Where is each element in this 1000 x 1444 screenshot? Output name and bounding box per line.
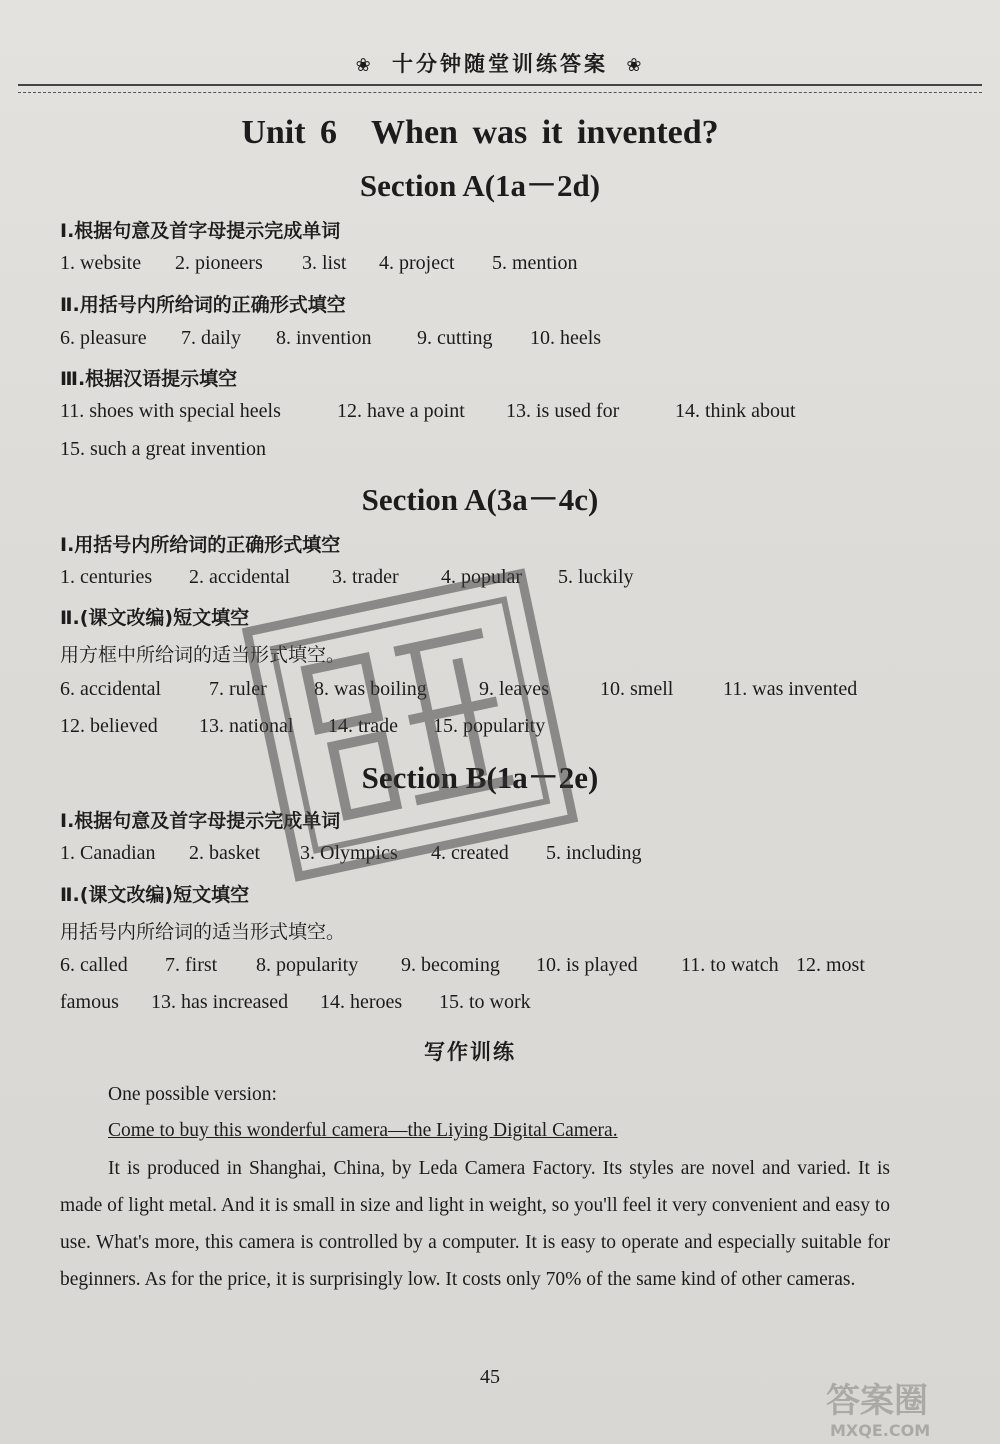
writing-lead: One possible version: (108, 1084, 277, 1105)
section-b-part2-instruction: 用括号内所给词的适当形式填空。 (60, 921, 346, 943)
answer: 12. most (796, 954, 865, 976)
answer: 2. accidental (189, 566, 291, 588)
answer: 10. is played (536, 954, 638, 976)
answer: 7. daily (181, 327, 241, 349)
answer: 11. was invented (723, 678, 858, 700)
flower-icon: ❀ (626, 55, 645, 76)
section-a1-part1-answers (60, 252, 900, 275)
answer: 1. Canadian (60, 842, 156, 864)
section-a1-part2-answers (60, 327, 900, 350)
answer: 8. was boiling (314, 678, 427, 700)
answer: 3. list (302, 252, 347, 274)
header-divider (18, 84, 982, 93)
answer: 15. popularity (433, 715, 546, 737)
answer: 4. project (379, 252, 455, 274)
section-a2-part2-instruction: 用方框中所给词的适当形式填空。 (60, 644, 346, 666)
section-b-part2-answers-cont (60, 991, 900, 1014)
answer: 11. to watch (681, 954, 779, 976)
answer: 14. think about (675, 400, 796, 422)
section-a1-part2-heading: Ⅱ.用括号内所给词的正确形式填空 (60, 294, 346, 316)
answer: 5. luckily (558, 566, 634, 588)
section-a2-part1-heading: Ⅰ.用括号内所给词的正确形式填空 (60, 534, 341, 556)
answer: 2. pioneers (175, 252, 263, 274)
seal-stamp (200, 560, 620, 890)
section-a2-part2-heading: Ⅱ.(课文改编)短文填空 (60, 607, 250, 629)
answer: 1. website (60, 252, 142, 274)
writing-body: It is produced in Shanghai, China, by Leda Camera Factory. Its styles are novel and varied. It is made of light metal. And it is small in size and light in weight, so you'll feel it very convenient and easy to use. What's more, this camera is controlled by a computer. It is easy to operate and especially suitable for beginners. As for the price, it is surprisingly low. It costs only 70% of the same kind of other cameras. (60, 1158, 890, 1290)
section-a1-part3-answers-cont (60, 438, 900, 461)
answer: 5. mention (492, 252, 578, 274)
answer: 9. becoming (401, 954, 500, 976)
page-number-text: 45 (480, 1366, 500, 1388)
watermark-site: MXQE.COM (830, 1421, 931, 1440)
answer: 14. heroes (320, 991, 403, 1013)
writing-heading: Come to buy this wonderful camera—the Liying Digital Camera. (108, 1120, 618, 1141)
answer: 15. to work (439, 991, 531, 1013)
answer: 11. shoes with special heels (60, 400, 281, 422)
answer: 9. cutting (417, 327, 493, 349)
answer: 4. popular (441, 566, 523, 588)
page-header (0, 48, 1000, 78)
answer: 13. national (199, 715, 294, 737)
unit-title: Unit 6 When was it invented? (241, 114, 719, 151)
answer: 9. leaves (479, 678, 549, 700)
answer: 13. is used for (506, 400, 620, 422)
section-a1-part3-heading: Ⅲ.根据汉语提示填空 (60, 368, 238, 390)
section-a2-title: Section A(3a－4c) (361, 482, 599, 517)
section-b-title: Section B(1a－2e) (361, 760, 599, 795)
answer: 6. called (60, 954, 128, 976)
answer: 4. created (431, 842, 509, 864)
watermark-logo (820, 1372, 990, 1442)
answer: 14. trade (328, 715, 398, 737)
answer: 7. first (165, 954, 218, 976)
section-a1-part1-heading: Ⅰ.根据句意及首字母提示完成单词 (60, 220, 341, 242)
answer: 8. popularity (256, 954, 359, 976)
section-b-part2-answers (60, 954, 900, 977)
answer: 12. believed (60, 715, 158, 737)
section-a1-part3-answers (60, 400, 900, 423)
answer: 2. basket (189, 842, 261, 864)
answer: 7. ruler (209, 678, 267, 700)
section-a1-title: Section A(1a－2d) (359, 168, 601, 203)
answer: 1. centuries (60, 566, 153, 588)
answer: 5. including (546, 842, 642, 864)
flower-icon: ❀ (355, 55, 374, 76)
section-b-part2-heading: Ⅱ.(课文改编)短文填空 (60, 884, 250, 906)
answer: 10. heels (530, 327, 602, 349)
answer: 10. smell (600, 678, 674, 700)
answer: 8. invention (276, 327, 372, 349)
answer: 15. such a great invention (60, 438, 267, 460)
answer: 3. Olympics (300, 842, 398, 864)
header-title: 十分钟随堂训练答案 (392, 52, 608, 76)
answer: famous (60, 991, 119, 1013)
answer: 13. has increased (151, 991, 289, 1013)
watermark-text: 答案圈 (826, 1381, 928, 1421)
writing-title: 写作训练 (424, 1040, 516, 1064)
answer: 12. have a point (337, 400, 465, 422)
answer: 6. accidental (60, 678, 162, 700)
section-b-part1-heading: Ⅰ.根据句意及首字母提示完成单词 (60, 810, 341, 832)
answer: 6. pleasure (60, 327, 147, 349)
answer: 3. trader (332, 566, 399, 588)
